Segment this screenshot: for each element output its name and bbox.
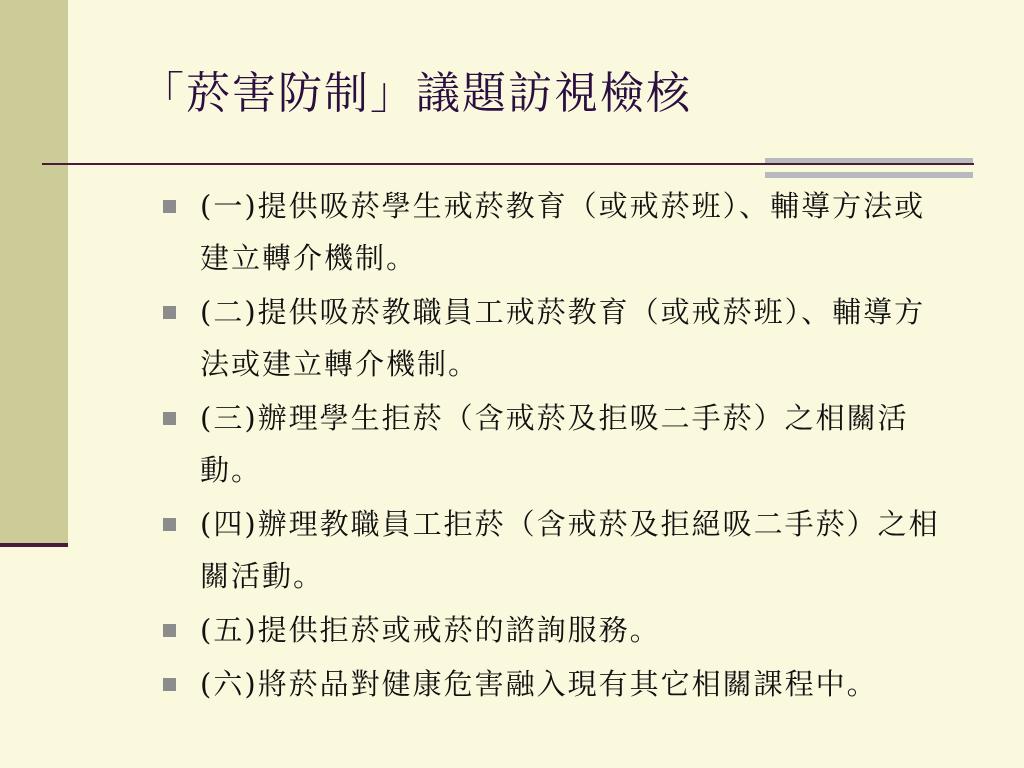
bullet-list (160, 180, 940, 712)
list-item-text: (二)提供吸菸教職員工戒菸教育（或戒菸班）、輔導方法或建立轉介機制。 (200, 295, 926, 381)
list-item (160, 392, 940, 496)
slide-title: 「菸害防制」議題訪視檢核 (140, 68, 692, 119)
list-item-text: (一)提供吸菸學生戒菸教育（或戒菸班）、輔導方法或建立轉介機制。 (200, 189, 926, 275)
left-decorative-bar (0, 0, 68, 545)
list-item (160, 286, 940, 390)
list-item-text: (五)提供拒菸或戒菸的諮詢服務。 (200, 613, 661, 647)
square-bullet-icon (163, 306, 176, 319)
square-bullet-icon (163, 412, 176, 425)
title-rule-accent-bottom (765, 172, 973, 178)
list-item-text: (三)辦理學生拒菸（含戒菸及拒吸二手菸）之相關活動。 (200, 401, 909, 487)
list-item (160, 658, 940, 710)
square-bullet-icon (163, 200, 176, 213)
square-bullet-icon (163, 678, 176, 691)
square-bullet-icon (163, 518, 176, 531)
title-rule (42, 163, 974, 165)
square-bullet-icon (163, 624, 176, 637)
list-item (160, 498, 940, 602)
list-item-text: (六)將菸品對健康危害融入現有其它相關課程中。 (200, 667, 878, 701)
list-item (160, 604, 940, 656)
left-bar-underline (0, 543, 68, 547)
list-item (160, 180, 940, 284)
list-item-text: (四)辦理教職員工拒菸（含戒菸及拒絕吸二手菸）之相關活動。 (200, 507, 940, 593)
